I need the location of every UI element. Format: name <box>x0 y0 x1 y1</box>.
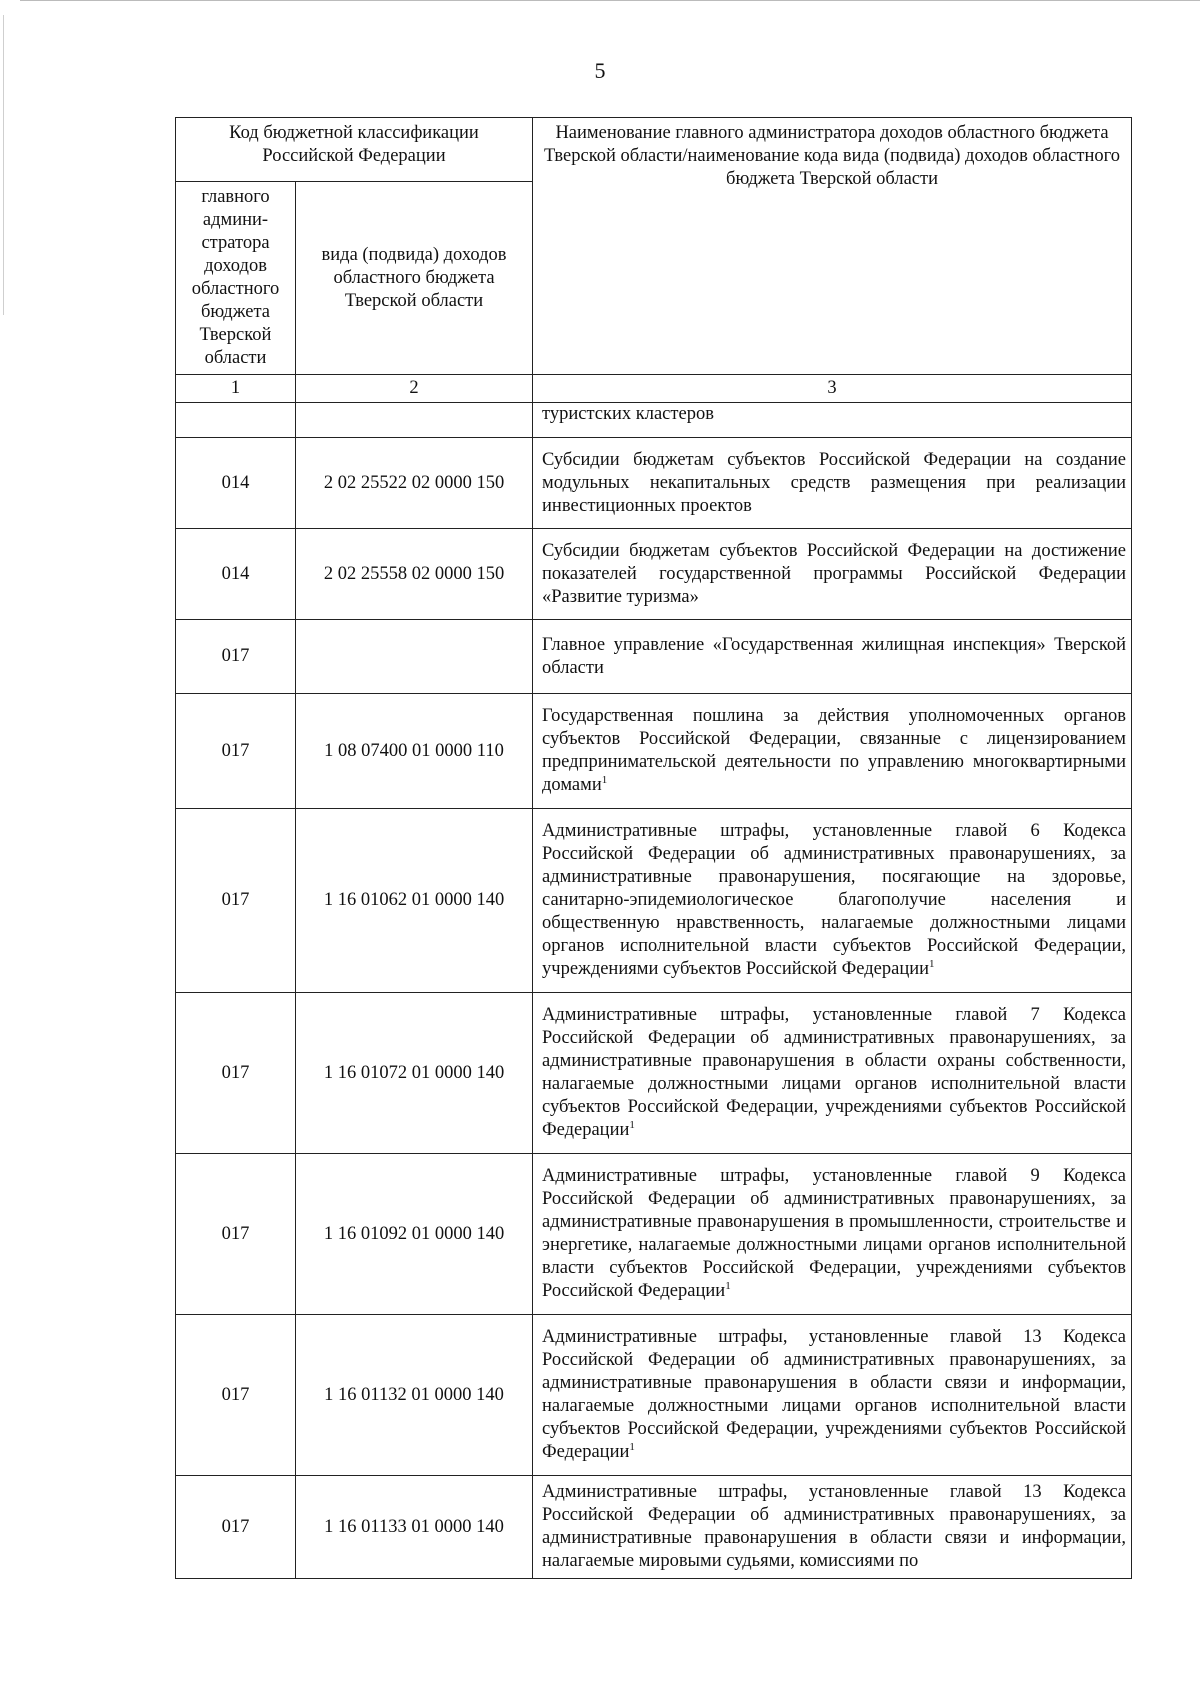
admin-code-cell: 014 <box>176 438 296 529</box>
table-row <box>176 993 1132 1154</box>
header-col1-title: главного админи-стратора доходов областного бюджета Тверской области <box>176 182 296 375</box>
income-name-text: Главное управление «Государственная жилищная инспекция» Тверской области <box>542 634 1127 678</box>
income-name-text: Административные штрафы, установленные главой 6 Кодекса Российской Федерации об административных правонарушениях, за административные правонарушения, посягающие на здоровье, санитарно-эпидемиологическое благополучие населения и общественную нравственность, налагаемые должностными лицами органов исполнительной власти субъектов Российской Федерации, учреждениями субъектов Российской Федерации <box>542 821 1127 979</box>
income-name-cell <box>533 403 1132 438</box>
income-name-text: Административные штрафы, установленные главой 13 Кодекса Российской Федерации об административных правонарушениях, за административные правонарушения в области связи и информации, налагаемые должностными лицами органов исполнительной власти субъектов Российской Федерации, учреждениями субъектов Российской Федерации <box>542 1327 1127 1462</box>
header-col3-title: Наименование главного администратора доходов областного бюджета Тверской области/наименование кода вида (подвида) доходов областного бюджета Тверской области <box>533 118 1132 375</box>
income-name-cell <box>533 620 1132 694</box>
income-name-text: Государственная пошлина за действия уполномоченных органов субъектов Российской Федерации, связанные с лицензированием предпринимательской деятельности по управлению многоквартирными домами <box>542 706 1127 795</box>
income-name-text: Административные штрафы, установленные главой 7 Кодекса Российской Федерации об административных правонарушениях, за административные правонарушения в области охраны собственности, налагаемые должностными лицами органов исполнительной власти субъектов Российской Федерации, учреждениями субъектов Российской Федерации <box>542 1005 1127 1140</box>
admin-code-cell: 017 <box>176 809 296 993</box>
footnote-mark: 1 <box>725 1279 731 1292</box>
header-group-title: Код бюджетной классификации Российской Федерации <box>176 118 533 182</box>
income-name-cell <box>533 1154 1132 1315</box>
header-row-main <box>176 118 1132 182</box>
income-code-cell: 1 16 01062 01 0000 140 <box>296 809 533 993</box>
header-col2-number: 2 <box>296 375 533 403</box>
table-row <box>176 1154 1132 1315</box>
table-row <box>176 694 1132 809</box>
income-name-cell <box>533 529 1132 620</box>
income-code-cell: 1 16 01132 01 0000 140 <box>296 1315 533 1476</box>
admin-code-cell: 017 <box>176 993 296 1154</box>
income-name-text: Субсидии бюджетам субъектов Российской Федерации на создание модульных некапитальных средств размещения при реализации инвестиционных проектов <box>542 449 1127 516</box>
income-name-cell <box>533 1476 1132 1579</box>
income-code-cell: 1 16 01133 01 0000 140 <box>296 1476 533 1579</box>
table-row <box>176 529 1132 620</box>
footnote-mark: 1 <box>629 1440 635 1453</box>
footnote-mark: 1 <box>629 1118 635 1131</box>
table-row <box>176 620 1132 694</box>
income-code-cell: 1 16 01092 01 0000 140 <box>296 1154 533 1315</box>
header-col2-title: вида (подвида) доходов областного бюджета Тверской области <box>296 182 533 375</box>
page-number: 5 <box>594 58 606 83</box>
income-name-text: Административные штрафы, установленные главой 9 Кодекса Российской Федерации об административных правонарушениях, за административные правонарушения в промышленности, строительстве и энергетике, налагаемые должностными лицами органов исполнительной власти субъектов Российской Федерации, учреждениями субъектов Российской Федерации <box>542 1166 1127 1301</box>
income-code-cell <box>296 620 533 694</box>
header-row-numbers <box>176 375 1132 403</box>
table-row <box>176 438 1132 529</box>
table-row <box>176 809 1132 993</box>
header-col1-number: 1 <box>176 375 296 403</box>
admin-code-cell: 017 <box>176 1315 296 1476</box>
income-name-cell <box>533 694 1132 809</box>
income-code-cell: 1 08 07400 01 0000 110 <box>296 694 533 809</box>
admin-code-cell: 017 <box>176 1476 296 1579</box>
income-name-text: Административные штрафы, установленные главой 13 Кодекса Российской Федерации об административных правонарушениях, за административные правонарушения в области связи и информации, налагаемые мировыми судьями, комиссиями по <box>542 1482 1127 1571</box>
income-name-cell <box>533 809 1132 993</box>
admin-code-cell <box>176 403 296 438</box>
income-code-cell <box>296 403 533 438</box>
income-name-cell <box>533 993 1132 1154</box>
income-name-cell <box>533 1315 1132 1476</box>
admin-code-cell: 017 <box>176 1154 296 1315</box>
income-code-cell: 2 02 25558 02 0000 150 <box>296 529 533 620</box>
footnote-mark: 1 <box>601 773 608 786</box>
income-name-text: туристских кластеров <box>542 404 714 424</box>
admin-code-cell: 017 <box>176 620 296 694</box>
admin-code-cell: 014 <box>176 529 296 620</box>
budget-classification-table <box>175 117 1132 1579</box>
scan-top-edge <box>20 0 1200 1</box>
income-name-cell <box>533 438 1132 529</box>
header-col3-number: 3 <box>533 375 1132 403</box>
income-code-cell: 2 02 25522 02 0000 150 <box>296 438 533 529</box>
table-row <box>176 403 1132 438</box>
table-row <box>176 1476 1132 1579</box>
income-code-cell: 1 16 01072 01 0000 140 <box>296 993 533 1154</box>
table-row <box>176 1315 1132 1476</box>
income-name-text: Субсидии бюджетам субъектов Российской Федерации на достижение показателей государственной программы Российской Федерации «Развитие туризма» <box>542 540 1127 607</box>
footnote-mark: 1 <box>929 957 935 970</box>
admin-code-cell: 017 <box>176 694 296 809</box>
